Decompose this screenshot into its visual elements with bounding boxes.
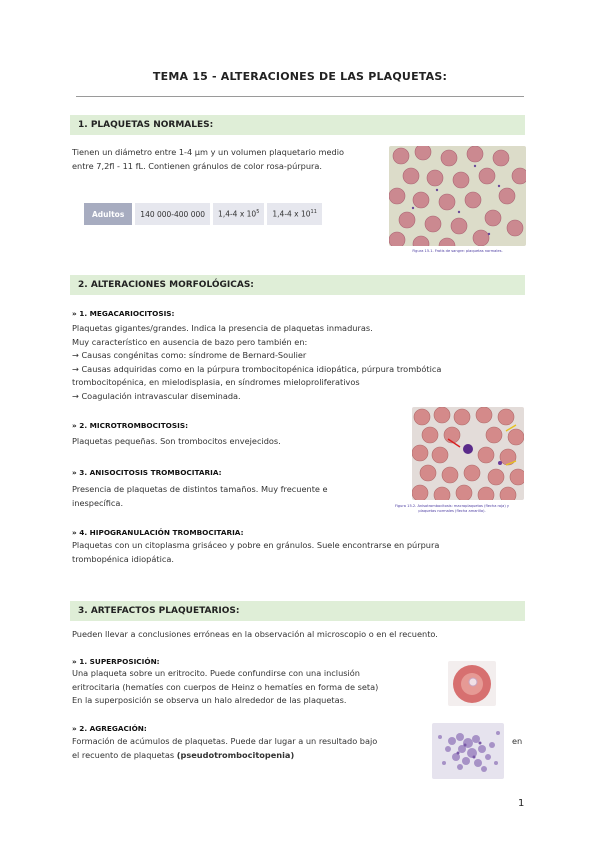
megacariocitosis-text: Plaquetas gigantes/grandes. Indica la presencia de plaquetas inmaduras. Muy característico en ausencia de bazo pero también en: → Causas congénitas como: síndrome de Bernard-Soulier → Causas adquiridas como en la púrpura trombocitopénica idiopática, púrpura trombótica trombocitopénica, en mielodisplasia, en síndromes mieloproliferativos → Coagulación intravascular diseminada. <box>72 323 442 401</box>
section-3-heading: 3. ARTEFACTOS PLAQUETARIOS: <box>70 601 525 621</box>
anisocitosis-title: » 3. ANISOCITOSIS TROMBOCITARIA: <box>72 468 222 477</box>
page-title: TEMA 15 - ALTERACIONES DE LAS PLAQUETAS: <box>152 70 448 83</box>
figure-2-caption: Figura 15.2. Anisotrombocitosis: macroplaquetas (flecha roja) y plaquetas normales (flecha amarilla). <box>394 504 510 513</box>
agregacion-image <box>432 723 504 779</box>
section-2-heading: 2. ALTERACIONES MORFOLÓGICAS: <box>70 275 525 295</box>
table-label: Adultos <box>84 203 134 225</box>
blood-smear-illustration <box>412 407 524 500</box>
agregacion-text-end: en <box>512 736 523 746</box>
table-cell: 1,4-4 x $10^{11}$ <box>266 203 324 225</box>
hipogranulacion-text: Plaquetas con un citoplasma grisáceo y pobre en gránulos. Suele encontrarse en púrpura trombopénica idiopática. <box>72 540 440 564</box>
figure-1-caption: Figura 15.1. Frotis de sangre: plaquetas normales. <box>412 249 503 253</box>
title-divider <box>76 96 524 97</box>
microtrombocitosis-title: » 2. MICROTROMBOCITOSIS: <box>72 421 189 430</box>
adult-values-table <box>84 203 325 225</box>
platelet-aggregate-illustration <box>432 723 504 779</box>
superposicion-title: » 1. SUPERPOSICIÓN: <box>72 657 160 666</box>
erythrocyte-illustration <box>448 661 496 706</box>
normal-platelets-image <box>389 146 526 246</box>
microtrombocitosis-text: Plaquetas pequeñas. Son trombocitos envejecidos. <box>72 436 281 446</box>
anisocitosis-text: Presencia de plaquetas de distintos tamaños. Muy frecuente e inespecífica. <box>72 484 328 508</box>
table-cell: 140 000-400 000 <box>134 203 212 225</box>
superposicion-text: Una plaqueta sobre un eritrocito. Puede confundirse con una inclusión eritrocitaria (hematíes con cuerpos de Heinz o hematíes en forma de seta) En la superposición se observa un halo alrededor de las plaquetas. <box>72 668 379 705</box>
table-cell: 1,4-4 x $10^5$ <box>212 203 266 225</box>
anisotrombocitosis-image <box>412 407 524 500</box>
s3-intro: Pueden llevar a conclusiones erróneas en la observación al microscopio o en el recuento. <box>72 629 438 639</box>
superposicion-image <box>448 661 496 706</box>
blood-smear-illustration <box>389 146 526 246</box>
page-number: 1 <box>518 798 525 809</box>
megacariocitosis-title: » 1. MEGACARIOCITOSIS: <box>72 309 175 318</box>
agregacion-text: Formación de acúmulos de plaquetas. Puede dar lugar a un resultado bajo el recuento de plaquetas (pseudotrombocitopenia) <box>72 736 378 760</box>
agregacion-title: » 2. AGREGACIÓN: <box>72 724 147 733</box>
s1-text: Tienen un diámetro entre 1-4 μm y un volumen plaquetario medio entre 7,2fl - 11 fL. Contienen gránulos de color rosa-púrpura. <box>72 147 345 171</box>
hipogranulacion-title: » 4. HIPOGRANULACIÓN TROMBOCITARIA: <box>72 528 244 537</box>
section-1-heading: 1. PLAQUETAS NORMALES: <box>70 115 525 135</box>
